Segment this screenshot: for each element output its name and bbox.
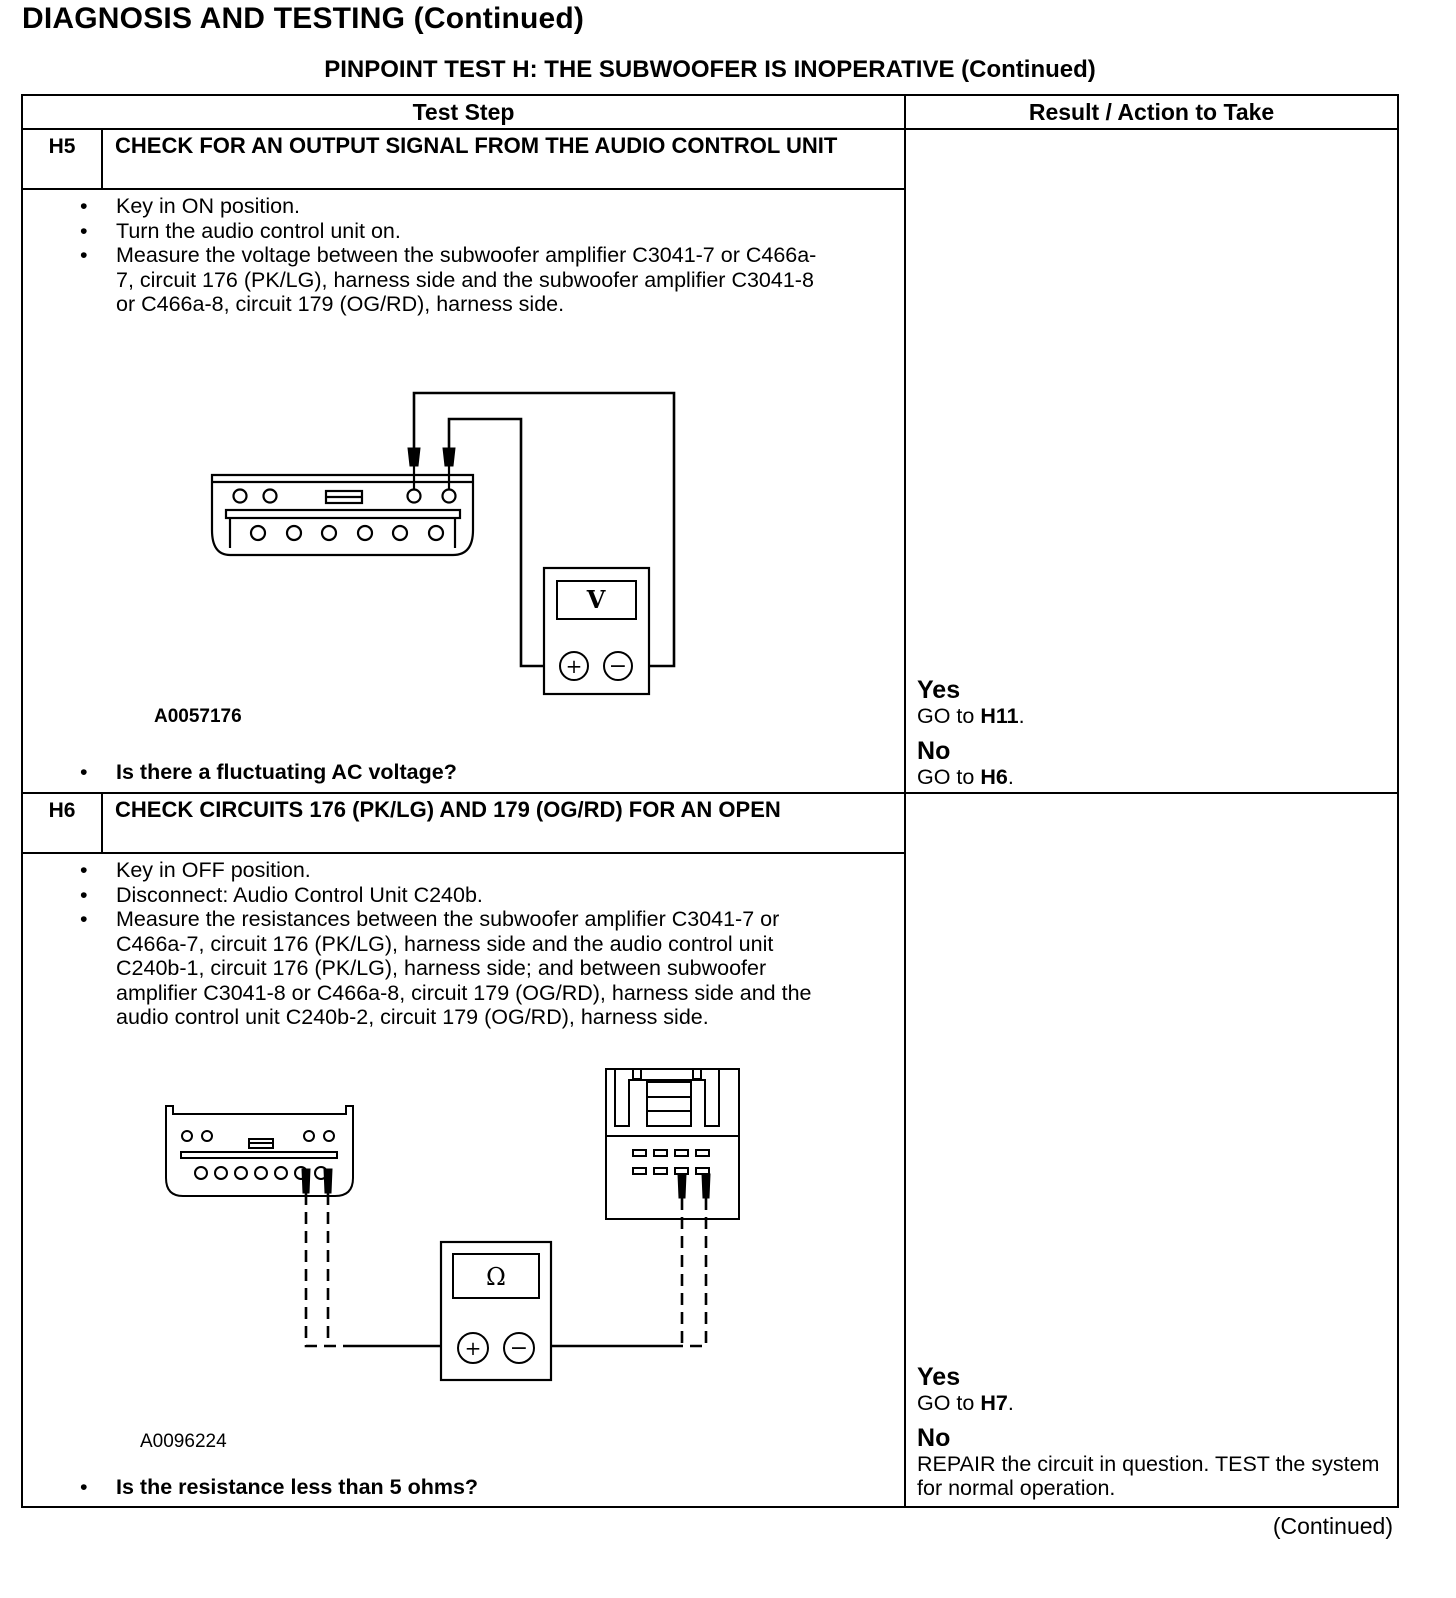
figure-id: A0057176	[154, 706, 242, 727]
instruction-list	[23, 858, 904, 1030]
voltmeter	[544, 568, 649, 694]
result-yes-action: GO to H7.	[917, 1391, 1014, 1415]
result-no-action: GO to H6.	[917, 764, 1014, 789]
voltmeter-test-diagram	[208, 390, 728, 730]
result-yes-label: Yes	[917, 1363, 961, 1391]
meter-minus-terminal: −	[509, 1336, 529, 1361]
subwoofer-amplifier-connector	[212, 475, 473, 555]
ohmmeter	[441, 1242, 551, 1380]
column-header-test-step: Test Step	[22, 95, 905, 129]
step-h6-result	[905, 793, 1398, 1507]
meter-minus-terminal: −	[608, 654, 628, 679]
table-header-row	[22, 95, 1398, 129]
step-h6-heading-row	[22, 793, 1398, 853]
result-block	[917, 1364, 1385, 1501]
ohmmeter-test-diagram	[163, 1066, 763, 1406]
result-no-action: REPAIR the circuit in question. TEST the system for normal operation.	[917, 1451, 1380, 1500]
step-body	[22, 853, 905, 1507]
goto-link-h11[interactable]: H11	[980, 704, 1019, 728]
result-yes-action: GO to H11.	[917, 704, 1025, 728]
result-yes-label: Yes	[917, 676, 961, 704]
instruction-item: • Key in ON position.	[116, 194, 904, 219]
result-no-label: No	[917, 736, 951, 765]
step-id: H6	[22, 793, 102, 853]
goto-link-h6[interactable]: H6	[980, 764, 1008, 789]
step-heading: CHECK FOR AN OUTPUT SIGNAL FROM THE AUDIO CONTROL UNIT	[102, 129, 905, 189]
pinpoint-test-table	[21, 94, 1399, 1508]
instruction-item: • Disconnect: Audio Control Unit C240b.	[116, 883, 904, 908]
test-probes	[678, 1174, 710, 1198]
instruction-item: • Key in OFF position.	[116, 858, 904, 883]
meter-symbol: Ω	[486, 1263, 506, 1291]
test-probes	[408, 448, 455, 490]
audio-control-unit-connector	[606, 1069, 739, 1219]
step-question: • Is there a fluctuating AC voltage?	[116, 760, 457, 785]
step-id: H5	[22, 129, 102, 189]
result-no-label: No	[917, 1423, 951, 1452]
instruction-item: • Measure the resistances between the subwoofer amplifier C3041-7 or C466a-7, circuit 176 (PK/LG), harness side and the audio control unit C240b-1, circuit 176 (PK/LG), harness side; and between subwoofer amplifier C3041-8 or C466a-8, circuit 179 (OG/RD), harness side and the audio control unit C240b-2, circuit 179 (OG/RD), harness side.	[116, 907, 831, 1030]
page-title: DIAGNOSIS AND TESTING (Continued)	[22, 2, 585, 35]
column-header-result: Result / Action to Take	[905, 95, 1398, 129]
meter-plus-terminal: +	[464, 1336, 482, 1360]
step-body	[22, 189, 905, 793]
meter-plus-terminal: +	[565, 654, 583, 678]
continued-note: (Continued)	[1272, 1513, 1393, 1539]
goto-link-h7[interactable]: H7	[980, 1391, 1008, 1415]
pinpoint-test-title: PINPOINT TEST H: THE SUBWOOFER IS INOPERATIVE (Continued)	[324, 56, 1096, 83]
step-question: • Is the resistance less than 5 ohms?	[116, 1475, 478, 1500]
figure-id: A0096224	[140, 1431, 227, 1452]
instruction-item: • Turn the audio control unit on.	[116, 219, 904, 244]
step-h5-result	[905, 129, 1398, 793]
instruction-item: • Measure the voltage between the subwoofer amplifier C3041-7 or C466a-7, circuit 176 (PK/LG), harness side and the subwoofer amplifier C3041-8 or C466a-8, circuit 179 (OG/RD), harness side.	[116, 243, 826, 317]
meter-symbol: V	[586, 585, 606, 614]
step-h5-heading-row	[22, 129, 1398, 189]
result-block	[917, 677, 1025, 789]
test-probes	[302, 1169, 332, 1193]
step-heading: CHECK CIRCUITS 176 (PK/LG) AND 179 (OG/RD) FOR AN OPEN	[102, 793, 905, 853]
instruction-list	[23, 194, 904, 317]
